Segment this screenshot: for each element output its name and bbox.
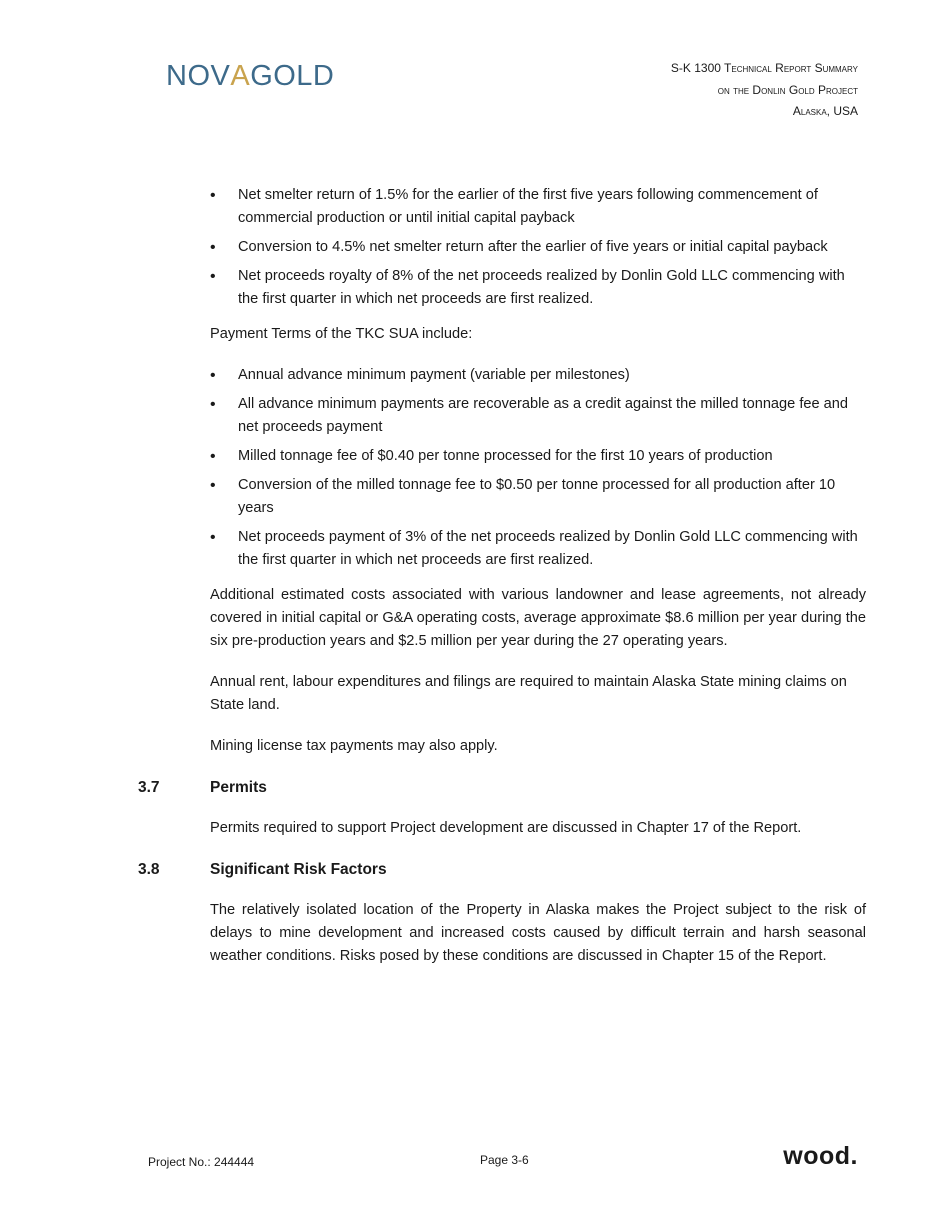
- list-item: • Conversion to 4.5% net smelter return after the earlier of five years or initial capital payback: [210, 236, 866, 259]
- section-number: 3.7: [138, 779, 160, 796]
- paragraph: Additional estimated costs associated with various landowner and lease agreements, not already covered in initial capital or G&A operating costs, average approximate $8.6 million per year during the six pre-production years and $2.5 million per year during the 27 operating years.: [210, 587, 866, 649]
- header-line-1: S-K 1300 Technical Report Summary: [670, 61, 858, 75]
- wood-logo: wood.: [783, 1142, 858, 1170]
- paragraph: Mining license tax payments may also apply.: [210, 738, 498, 754]
- novagold-logo: NOVAGOLD: [166, 60, 335, 92]
- section-number: 3.8: [138, 861, 160, 878]
- list-item: • Conversion of the milled tonnage fee to $0.50 per tonne processed for all production after 10 years: [210, 474, 866, 520]
- paragraph: Permits required to support Project development are discussed in Chapter 17 of the Report.: [210, 820, 802, 836]
- list-item: • Annual advance minimum payment (variable per milestones): [210, 364, 866, 387]
- royalty-list: [210, 184, 866, 311]
- payment-terms-intro: Payment Terms of the TKC SUA include:: [210, 326, 473, 342]
- paragraph: Annual rent, labour expenditures and filings are required to maintain Alaska State mining claims on State land.: [210, 674, 847, 713]
- list-item: • Net proceeds payment of 3% of the net proceeds realized by Donlin Gold LLC commencing with the first quarter in which net proceeds are first realized.: [210, 526, 866, 572]
- logo-accent-letter: A: [230, 60, 251, 92]
- page-body: [138, 184, 866, 986]
- section-heading-permits: [138, 776, 866, 799]
- payment-terms-list: [210, 364, 866, 572]
- page-number: Page 3-6: [480, 1153, 529, 1167]
- section-title: Permits: [210, 779, 267, 796]
- report-header: [671, 58, 858, 123]
- list-item: • All advance minimum payments are recoverable as a credit against the milled tonnage fee and net proceeds payment: [210, 393, 866, 439]
- header-line-2: on the Donlin Gold Project: [717, 82, 858, 97]
- list-item: • Milled tonnage fee of $0.40 per tonne processed for the first 10 years of production: [210, 445, 866, 468]
- section-title: Significant Risk Factors: [210, 861, 387, 878]
- list-item: • Net smelter return of 1.5% for the earlier of the first five years following commencement of commercial production or until initial capital payback: [210, 184, 866, 230]
- list-item: • Net proceeds royalty of 8% of the net proceeds realized by Donlin Gold LLC commencing with the first quarter in which net proceeds are first realized.: [210, 265, 866, 311]
- section-heading-risk-factors: [138, 858, 866, 881]
- paragraph: The relatively isolated location of the Property in Alaska makes the Project subject to the risk of delays to mine development and increased costs caused by difficult terrain and harsh seasonal weather conditions. Risks posed by these conditions are discussed in Chapter 15 of the Report.: [210, 902, 866, 964]
- project-number: Project No.: 244444: [148, 1155, 255, 1169]
- header-line-3: Alaska, USA: [792, 104, 858, 118]
